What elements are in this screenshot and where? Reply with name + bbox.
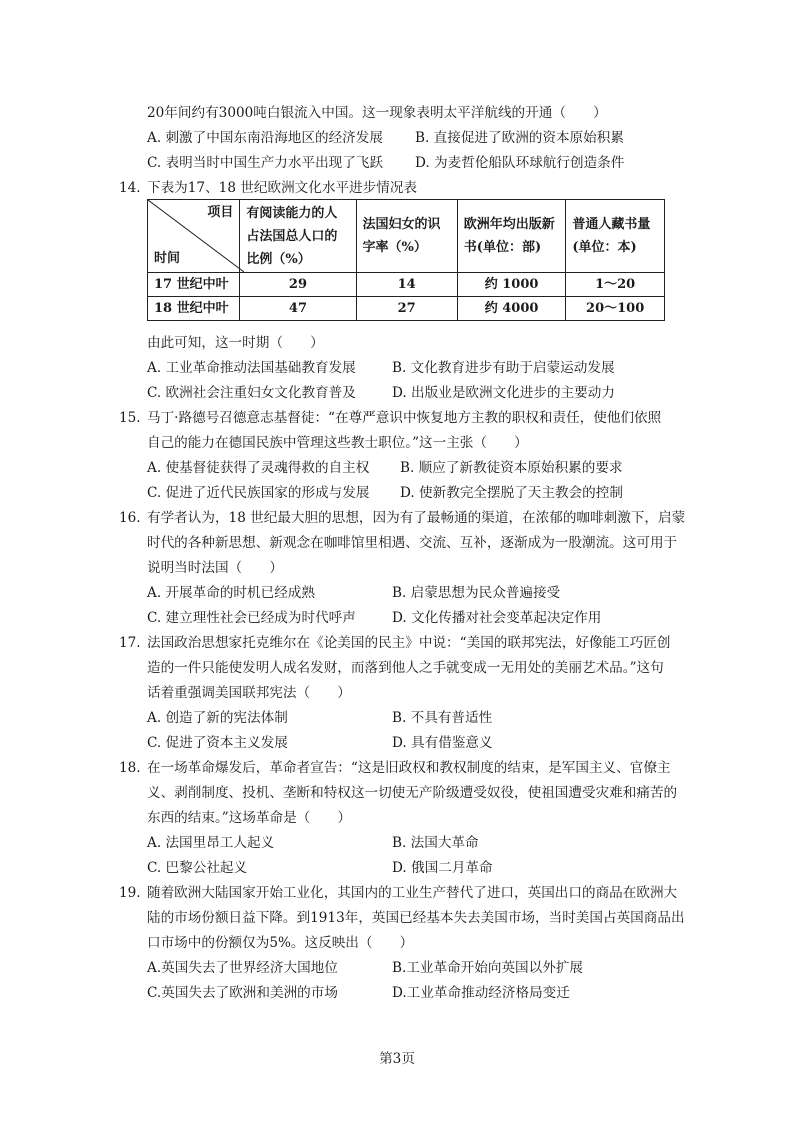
corner-bottom-label: 时间: [154, 251, 181, 266]
q16-number: 16.: [119, 510, 141, 526]
table-cell: 27: [356, 297, 457, 321]
q14-stem: 下表为17、18 世纪欧洲文化水平进步情况表: [147, 180, 418, 196]
q18-option-a[interactable]: A. 法国里昂工人起义: [147, 835, 275, 851]
q15-option-d[interactable]: D. 使新教完全摆脱了天主教会的控制: [400, 485, 623, 501]
q17-line3: 话着重强调美国联邦宪法（ ）: [147, 685, 351, 701]
q19-option-c[interactable]: C.英国失去了欧洲和美洲的市场: [147, 985, 338, 1001]
q14-option-d[interactable]: D. 出版业是欧洲文化进步的主要动力: [392, 385, 615, 401]
q18-option-b[interactable]: B. 法国大革命: [392, 835, 479, 851]
corner-top-label: 项目: [207, 205, 234, 220]
q16-option-a[interactable]: A. 开展革命的时机已经成熟: [147, 585, 315, 601]
q17-option-a[interactable]: A. 创造了新的宪法体制: [147, 710, 288, 726]
q13-option-b[interactable]: B. 直接促进了欧洲的资本原始积累: [415, 130, 624, 146]
q18-option-c[interactable]: C. 巴黎公社起义: [147, 860, 248, 876]
q19-line3: 口市场中的份额仅为5%。这反映出（ ）: [147, 935, 414, 951]
row-label: 17 世纪中叶: [148, 273, 240, 297]
q18-option-d[interactable]: D. 俄国二月革命: [392, 860, 493, 876]
q18-line3: 东西的结束。”这场革命是（ ）: [147, 810, 352, 826]
q17-option-c[interactable]: C. 促进了资本主义发展: [147, 735, 288, 751]
table-cell: 1～20: [566, 273, 665, 297]
q13-option-c[interactable]: C. 表明当时中国生产力水平出现了飞跃: [147, 155, 384, 171]
q16-option-b[interactable]: B. 启蒙思想为民众普遍接受: [392, 585, 561, 601]
q19-line2: 陆的市场份额日益下降。到1913年，英国已经基本失去美国市场，当时美国占英国商品出: [147, 910, 685, 926]
table-cell: 47: [240, 297, 356, 321]
q17-line1: 法国政治思想家托克维尔在《论美国的民主》中说：“美国的联邦宪法，好像能工巧匠创: [147, 635, 671, 651]
table-cell: 29: [240, 273, 356, 297]
q19-option-a[interactable]: A.英国失去了世界经济大国地位: [147, 960, 338, 976]
q18-number: 18.: [119, 760, 141, 776]
q16-line3: 说明当时法国（ ）: [147, 560, 283, 576]
q15-number: 15.: [119, 410, 141, 426]
q15-line1: 马丁·路德号召德意志基督徒：“在尊严意识中恢复地方主教的职权和责任，使他们依照: [147, 410, 662, 426]
q19-option-b[interactable]: B.工业革命开始向英国以外扩展: [392, 960, 584, 976]
row-label: 18 世纪中叶: [148, 297, 240, 321]
header-book-collection: 普通人藏书量(单位：本): [566, 200, 665, 273]
table-cell: 约 1000: [457, 273, 566, 297]
q19-line1: 随着欧洲大陆国家开始工业化，其国内的工业生产替代了进口，英国出口的商品在欧洲大: [147, 885, 678, 901]
q15-option-c[interactable]: C. 促进了近代民族国家的形成与发展: [147, 485, 370, 501]
q13-option-a[interactable]: A. 刺激了中国东南沿海地区的经济发展: [147, 130, 383, 146]
q16-option-d[interactable]: D. 文化传播对社会变革起决定作用: [392, 610, 602, 626]
q14-option-a[interactable]: A. 工业革命推动法国基础教育发展: [147, 360, 356, 376]
q14-option-b[interactable]: B. 文化教育进步有助于启蒙运动发展: [392, 360, 615, 376]
culture-progress-table: [147, 199, 665, 321]
q17-option-b[interactable]: B. 不具有普适性: [392, 710, 493, 726]
table-cell: 20～100: [566, 297, 665, 321]
q13-option-d[interactable]: D. 为麦哲伦船队环球航行创造条件: [415, 155, 625, 171]
page-number: 第3页: [379, 1051, 415, 1067]
header-new-books: 欧洲年均出版新书(单位：部): [457, 200, 566, 273]
q17-option-d[interactable]: D. 具有借鉴意义: [392, 735, 493, 751]
table-corner-cell: [148, 200, 240, 273]
q14-number: 14.: [119, 180, 141, 196]
q19-number: 19.: [119, 885, 141, 901]
table-cell: 约 4000: [457, 297, 566, 321]
header-women-literacy: 法国妇女的识字率（%）: [356, 200, 457, 273]
table-cell: 14: [356, 273, 457, 297]
header-reading-ability: 有阅读能力的人占法国总人口的比例（%）: [240, 200, 356, 273]
q15-option-b[interactable]: B. 顺应了新教徒资本原始积累的要求: [400, 460, 623, 476]
q14-option-c[interactable]: C. 欧洲社会注重妇女文化教育普及: [147, 385, 356, 401]
q16-line1: 有学者认为，18 世纪最大胆的思想，因为有了最畅通的渠道，在浓郁的咖啡刺激下，启蒙: [147, 510, 686, 526]
q19-option-d[interactable]: D.工业革命推动经济格局变迁: [392, 985, 570, 1001]
q16-line2: 时代的各种新思想、新观念在咖啡馆里相遇、交流、互补，逐渐成为一股潮流。这可用于: [147, 535, 678, 551]
table-row: [148, 273, 665, 297]
table-row: [148, 297, 665, 321]
q15-option-a[interactable]: A. 使基督徒获得了灵魂得救的自主权: [147, 460, 370, 476]
q15-line2: 自己的能力在德国民族中管理这些教士职位。”这一主张（ ）: [147, 435, 528, 451]
q18-line2: 义、剥削制度、投机、垄断和特权这一切使无产阶级遭受奴役，使祖国遭受灾难和痛苦的: [147, 785, 678, 801]
q17-line2: 造的一件只能使发明人成名发财，而落到他人之手就变成一无用处的美丽艺术品。”这句: [147, 660, 664, 676]
q17-number: 17.: [119, 635, 141, 651]
q16-option-c[interactable]: C. 建立理性社会已经成为时代呼声: [147, 610, 356, 626]
q13-stem-cont: 20年间约有3000吨白银流入中国。这一现象表明太平洋航线的开通（ ）: [147, 105, 607, 121]
q14-follow: 由此可知，这一时期（ ）: [147, 335, 324, 351]
q18-line1: 在一场革命爆发后，革命者宣告：“这是旧政权和教权制度的结束，是军国主义、官僚主: [147, 760, 671, 776]
